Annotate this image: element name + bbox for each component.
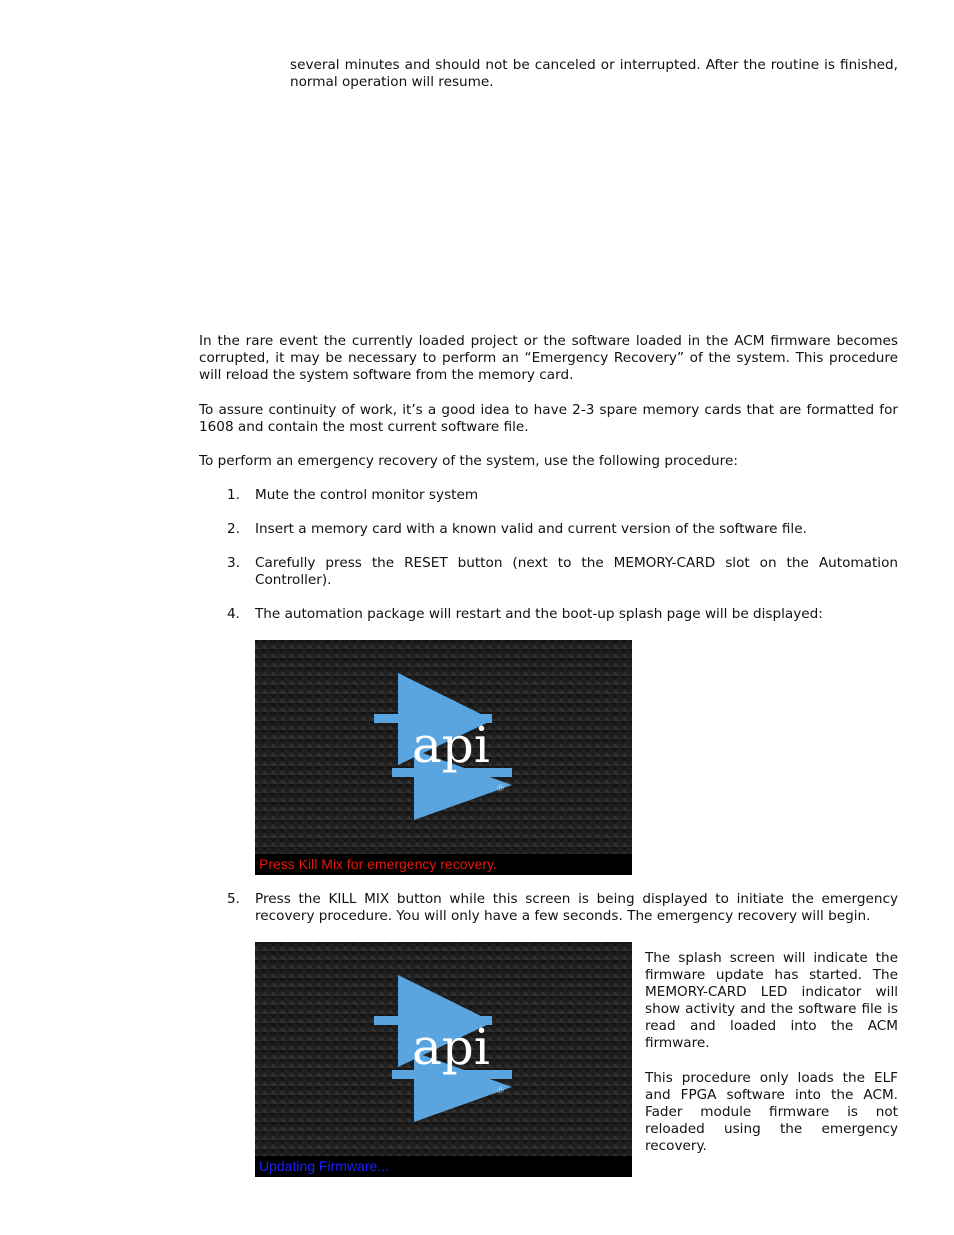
step-number: 3. [227,555,240,571]
tip-paragraph: To assure continuity of work, it’s a good idea to have 2-3 spare memory cards that are formatted for 1608 and contain the most current software file. [199,402,898,435]
step-text: The automation package will restart and the boot-up splash page will be displayed: [255,606,823,622]
step-number: 2. [227,521,240,537]
step-number: 1. [227,487,240,503]
step-text: Carefully press the RESET button (next to the MEMORY-CARD slot on the Automation Controller). [255,555,898,588]
side-note: The splash screen will indicate the firmware update has started. The MEMORY-CARD LED indicator will show activity and the software file is read and loaded into the ACM firmware. [645,950,898,1051]
api-logo [255,640,632,875]
updating-screen-image [255,942,632,1177]
continued-paragraph: several minutes and should not be canceled or interrupted. After the routine is finished, normal operation will resume. [290,57,898,90]
intro-paragraph: In the rare event the currently loaded project or the software loaded in the ACM firmware becomes corrupted, it may be necessary to perform an “Emergency Recovery” of the system. This procedure will reload the system software from the memory card. [199,333,898,383]
procedure-intro: To perform an emergency recovery of the system, use the following procedure: [199,453,738,469]
step-text: Mute the control monitor system [255,487,479,503]
status-text: Updating Firmware... [255,1156,632,1177]
step-text: Insert a memory card with a known valid and current version of the software file. [255,521,807,537]
svg-text:®: ® [496,784,505,794]
step-text: Press the KILL MIX button while this screen is being displayed to initiate the emergency recovery procedure. You will only have a few seconds. The emergency recovery will begin. [255,891,898,924]
api-logo [255,942,632,1177]
splash-screen-image [255,640,632,875]
svg-text:api: api [412,716,490,774]
svg-text:api: api [412,1018,490,1076]
status-text: Press Kill Mix for emergency recovery. [255,854,632,875]
step-number: 4. [227,606,240,622]
svg-text:®: ® [496,1086,505,1096]
step-number: 5. [227,891,240,907]
side-note: This procedure only loads the ELF and FPGA software into the ACM. Fader module firmware is not reloaded using the emergency recovery. [645,1070,898,1154]
